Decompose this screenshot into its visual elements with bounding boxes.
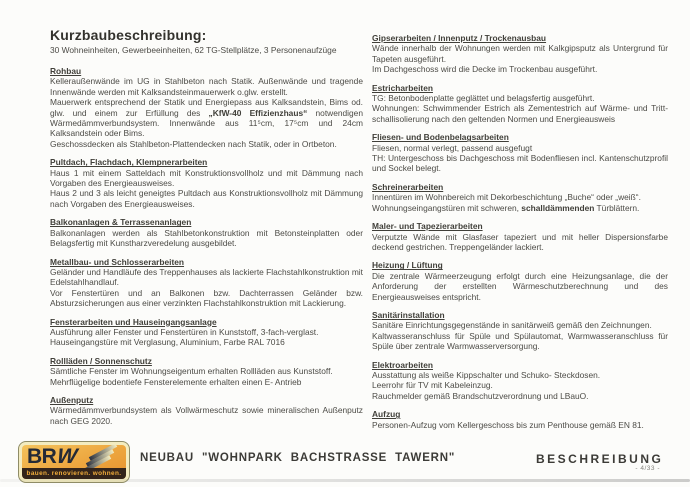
text-run: Mauerwerk entsprechend der Statik und Energiepass aus Kalksandstein, Bims od. glw. und einem zur Erfüllung des	[50, 97, 363, 118]
text-run: Ausführung aller Fenster und Fenstertüren in Kunststoff, 3-fach-verglast.	[50, 326, 319, 337]
section-heading: Aufzug	[372, 409, 401, 420]
section-paragraph	[50, 168, 363, 189]
section-heading: Maler- und Tapezierarbeiten	[372, 221, 483, 232]
page-title: Kurzbaubeschreibung:	[50, 27, 207, 43]
section-paragraph	[372, 420, 668, 430]
text-run: Mehrflügelige bodentiefe Fensterelemente erhalten einen E- Antrieb	[50, 376, 302, 387]
text-run: Balkonanlagen werden als Stahlbetonkonstruktion mit Betonsteinplatten oder Belagsfertig mit Kunstharzveredelung ausgebildet.	[50, 227, 363, 249]
logo-stripes-icon	[84, 447, 120, 467]
text-run: Haus 2 und 3 als leicht geneigtes Pultdach aus Konstruktionsvollholz mit Dämmung nach Vorgaben des Energieausweises.	[50, 188, 363, 209]
section	[372, 360, 668, 402]
section-paragraph	[50, 337, 363, 347]
text-run: Hauseingangstüre mit Verglasung, Aluminium, Farbe RAL 7016	[50, 337, 285, 348]
text-run: Türblättern.	[594, 202, 640, 213]
right-sections-container	[372, 33, 668, 430]
section	[372, 182, 668, 213]
text-run: Leerrohr für TV mit Kabeleinzug.	[372, 380, 493, 391]
section-paragraph	[50, 139, 363, 149]
section-heading: Estricharbeiten	[372, 82, 433, 93]
right-column	[372, 33, 668, 438]
section-paragraph	[372, 271, 668, 302]
section-paragraph	[50, 267, 363, 288]
section-heading: Elektroarbeiten	[372, 359, 433, 370]
section-heading: Rollläden / Sonnenschutz	[50, 355, 152, 366]
section-heading: Fliesen- und Bodenbelagsarbeiten	[372, 132, 509, 143]
page-number: - 4/33 -	[635, 465, 660, 472]
text-run: Wärmedämmverbundsystem als Vollwärmeschutz sowie mineralischen Außenputz nach GEG 2020.	[50, 405, 363, 426]
section-heading: Balkonanlagen & Terrassenanlagen	[50, 217, 192, 228]
section-paragraph	[50, 405, 363, 426]
section	[50, 317, 363, 348]
text-run: Vor Fenstertüren und an Balkonen bzw. Dachterrassen Geländer bzw. Absturzsicherungen aus einer verzinkten Flachstahlkonstruktion mit Lackierung.	[50, 287, 363, 309]
section	[50, 66, 363, 149]
text-run: Verputzte Wände mit Glasfaser tapeziert und mit heller Dispersionsfarbe deckend gestrichen. Treppengeländer lackiert.	[372, 231, 668, 252]
text-run: Wohnungseingangstüren mit schweren,	[372, 202, 522, 213]
section	[50, 257, 363, 309]
section-paragraph	[50, 97, 363, 139]
section	[50, 157, 363, 209]
section-paragraph	[50, 288, 363, 309]
section-heading: Heizung / Lüftung	[372, 260, 443, 271]
section-heading: Metallbau- und Schlosserarbeiten	[50, 256, 185, 267]
section-paragraph	[50, 327, 363, 337]
logo-letters-br: BR	[27, 445, 57, 468]
section-paragraph	[372, 93, 668, 103]
section-paragraph	[372, 320, 668, 330]
section-paragraph	[372, 370, 668, 380]
text-run: Kaltwasseranschluss für Spüle und Spülautomat, Warmwasseranschluss für Spüle über zentrale Warmwasserversorgung.	[372, 330, 668, 352]
brw-logo	[18, 441, 130, 483]
text-run: TG: Betonbodenplatte geglättet und belagsfertig ausgeführt.	[372, 93, 595, 104]
text-run: Fliesen, normal verlegt, passend ausgefugt	[372, 142, 533, 153]
left-sections-container	[50, 66, 363, 426]
text-run: Im Dachgeschoss wird die Decke im Trockenbau ausgeführt.	[372, 64, 598, 75]
section-heading: Sanitärinstallation	[372, 309, 445, 320]
text-run: Sämtliche Fenster im Wohnungseigentum erhalten Rollläden aus Kunststoff.	[50, 366, 333, 377]
section-paragraph	[372, 380, 668, 390]
text-run: Die zentrale Wärmeerzeugung erfolgt durch eine Heizungsanlage, die der Anforderung der erstellten Wärmeschutzberechnung und des Energieausweises entspricht.	[372, 270, 668, 302]
section	[372, 33, 668, 75]
text-run: Sanitäre Einrichtungsgegenstände in sanitärweiß gemäß den Zeichnungen.	[372, 320, 652, 331]
section	[372, 260, 668, 302]
section	[372, 83, 668, 125]
text-run: Kelleraußenwände im UG in Stahlbeton nach Statik. Außenwände und tragende Innenwände werden mit Kalksandsteinmauerwerk o.glw. erstellt.	[50, 76, 363, 97]
text-run: Geländer und Handläufe des Treppenhauses als lackierte Flachstahlkonstruktion mit Edelstahlhandlauf.	[50, 266, 363, 288]
text-run: Wände innerhalb der Wohnungen werden mit Kalkgipsputz als Untergrund für Tapeten ausgeführt.	[372, 43, 668, 64]
section	[372, 409, 668, 430]
section-paragraph	[372, 391, 668, 401]
section-heading: Außenputz	[50, 394, 94, 405]
section	[50, 217, 363, 248]
section-heading: Pultdach, Flachdach, Klempnerarbeiten	[50, 157, 208, 168]
left-column	[50, 27, 363, 434]
text-run: Rauchmelder gemäß Brandschutzverordnung und LBauO.	[372, 390, 589, 401]
page-bottom-shadow	[0, 479, 690, 482]
section-paragraph	[372, 232, 668, 253]
text-run: TH: Untergeschoss bis Dachgeschoss mit Bodenfliesen incl. Kantenschutzprofil und Sockel belegt.	[372, 153, 668, 174]
section	[372, 310, 668, 352]
section-paragraph	[372, 331, 668, 352]
section-heading: Rohbau	[50, 66, 82, 76]
section-paragraph	[372, 143, 668, 153]
page-subtitle: 30 Wohneinheiten, Gewerbeeinheiten, 62 TG-Stellplätze, 3 Personenaufzüge	[50, 45, 337, 55]
section-paragraph	[50, 228, 363, 249]
section-paragraph	[50, 76, 363, 97]
brw-logo-inner	[22, 445, 126, 479]
section	[50, 395, 363, 426]
text-run: Geschossdecken als Stahlbeton-Plattendecken nach Statik, oder in Ortbeton.	[50, 138, 337, 149]
section-paragraph	[372, 43, 668, 64]
section-paragraph	[372, 153, 668, 174]
section-paragraph	[372, 103, 668, 124]
section-paragraph	[50, 188, 363, 209]
logo-tagline: bauen. renovieren. wohnen.	[26, 470, 122, 477]
section-heading: Schreinerarbeiten	[372, 181, 444, 192]
section-paragraph	[372, 192, 668, 202]
logo-tagline-bar	[22, 468, 126, 479]
brw-logo-text	[27, 445, 81, 469]
text-run: schalldämmenden	[521, 202, 595, 213]
section	[50, 356, 363, 387]
section-paragraph	[372, 203, 668, 213]
section-heading: Fensterarbeiten und Hauseingangsanlage	[50, 316, 217, 327]
text-run: Wohnungen: Schwimmender Estrich als Zementestrich auf Wärme- und Tritt-schallisolierung nach den geltenden Normen und Energieausweis	[372, 103, 668, 124]
logo-letter-w: W	[53, 445, 81, 468]
text-run: Personen-Aufzug vom Kellergeschoss bis zum Penthouse gemäß EN 81.	[372, 419, 644, 430]
section	[372, 132, 668, 174]
text-run: Innentüren im Wohnbereich mit Dekorbeschichtung „Buche“ oder „weiß“.	[372, 192, 641, 203]
text-run: „KfW-40 Effizienzhaus“	[208, 107, 308, 118]
text-run: Ausstattung als weiße Kippschalter und Schuko- Steckdosen.	[372, 369, 601, 380]
section	[372, 221, 668, 252]
section-paragraph	[50, 366, 363, 376]
document-type-label: BESCHREIBUNG	[536, 452, 664, 466]
project-title: NEUBAU "WOHNPARK BACHSTRASSE TAWERN"	[140, 452, 456, 464]
text-run: Haus 1 mit einem Satteldach mit Konstruktionsvollholz und mit Dämmung nach Vorgaben des Energieausweises.	[50, 167, 363, 189]
section-heading: Gipserarbeiten / Innenputz / Trockenausbau	[372, 33, 547, 43]
section-paragraph	[50, 377, 363, 387]
text-run: notwendigen Wärmedämmverbundsystem. Innenwände aus 11⁵cm, 17⁵cm und 24cm Kalksandstein oder Bims.	[50, 107, 363, 139]
section-paragraph	[372, 64, 668, 74]
